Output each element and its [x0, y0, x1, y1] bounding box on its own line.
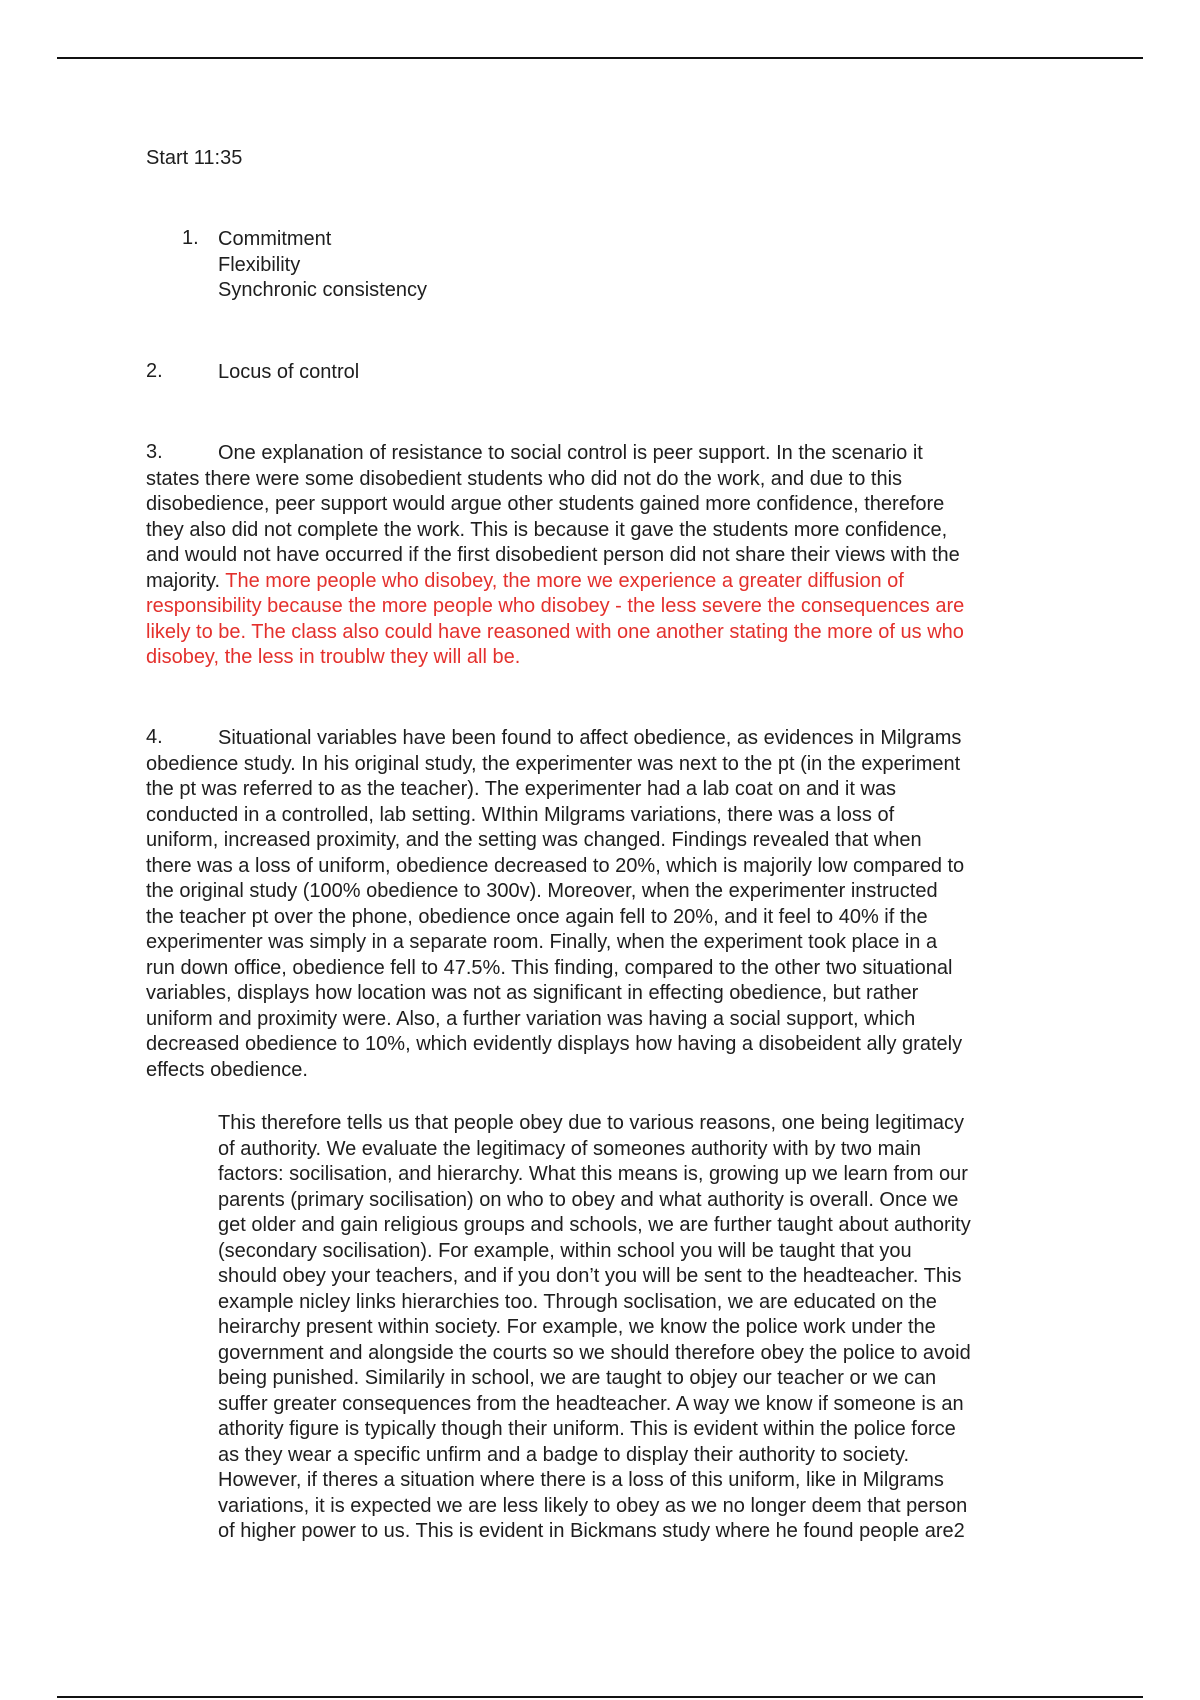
- question-3-text: [146, 441, 964, 671]
- question-1-answers: [218, 227, 427, 304]
- paragraph-line: as they wear a specific unfirm and a badge to display their authority to society.: [218, 1443, 910, 1466]
- answer-item: Synchronic consistency: [218, 279, 427, 301]
- paragraph-line: conducted in a controlled, lab setting. WIthin Milgrams variations, there was a loss of: [146, 803, 895, 826]
- question-1-number: 1.: [182, 227, 199, 249]
- paragraph-line: disobedience, peer support would argue other students gained more confidence, therefore: [146, 493, 945, 515]
- paragraph-line: states there were some disobedient students who did not do the work, and due to this: [146, 467, 903, 490]
- paragraph-line: effects obedience.: [146, 1058, 308, 1081]
- paragraph-line: example nicley links hierarchies too. Through soclisation, we are educated on the: [218, 1290, 937, 1313]
- paragraph-line: the original study (100% obedience to 300v). Moreover, when the experimenter instructed: [146, 880, 938, 902]
- question-2-number: 2.: [146, 360, 163, 382]
- paragraph: [146, 726, 964, 1083]
- start-time: Start 11:35: [146, 147, 243, 169]
- paragraph-line: of authority. We evaluate the legitimacy of someones authority with by two main: [218, 1137, 921, 1160]
- paragraph-line: [146, 569, 964, 595]
- paragraph-line: obedience study. In his original study, the experimenter was next to the pt (in the experiment: [146, 752, 961, 775]
- paragraph-line: likely to be. The class also could have reasoned with one another stating the more of us who: [146, 620, 964, 643]
- paragraph-line: However, if theres a situation where there is a loss of this uniform, like in Milgrams: [218, 1469, 944, 1491]
- paragraph-line: they also did not complete the work. This is because it gave the students more confidence,: [146, 518, 948, 541]
- paragraph-line: factors: socilisation, and hierarchy. What this means is, growing up we learn from our: [218, 1163, 968, 1185]
- paragraph-line: Situational variables have been found to affect obedience, as evidences in Milgrams: [218, 727, 962, 749]
- question-4-text: [146, 726, 964, 1083]
- top-rule: [57, 57, 1143, 59]
- paragraph-line: decreased obedience to 10%, which evidently displays how having a disobeident ally grately: [146, 1033, 963, 1055]
- question-2-answer: Locus of control: [218, 361, 360, 383]
- paragraph-line: variations, it is expected we are less likely to obey as we no longer deem that person: [218, 1494, 968, 1517]
- question-4-continued: [218, 1111, 971, 1545]
- paragraph: [218, 1111, 971, 1545]
- paragraph-line: get older and gain religious groups and schools, we are further taught about authority: [218, 1214, 971, 1236]
- paragraph: [146, 594, 964, 671]
- paragraph-line: parents (primary socilisation) on who to obey and what authority is overall. Once we: [218, 1188, 959, 1211]
- paragraph-line: heirarchy present within society. For example, we know the police work under the: [218, 1316, 936, 1338]
- paragraph-line: experimenter was simply in a separate room. Finally, when the experiment took place in a: [146, 931, 938, 953]
- paragraph-line: (secondary socilisation). For example, within school you will be taught that you: [218, 1239, 912, 1262]
- paragraph-line: uniform, increased proximity, and the setting was changed. Findings revealed that when: [146, 829, 922, 851]
- paragraph-line: of higher power to us. This is evident in Bickmans study where he found people are2: [218, 1520, 965, 1542]
- paragraph-line: variables, displays how location was not as significant in effecting obedience, but rather: [146, 982, 919, 1004]
- paragraph-line: the teacher pt over the phone, obedience once again fell to 20%, and it feel to 40% if the: [146, 905, 928, 928]
- answer-item: Flexibility: [218, 253, 301, 276]
- paragraph-line: This therefore tells us that people obey due to various reasons, one being legitimacy: [218, 1112, 964, 1134]
- paragraph-line: responsibility because the more people who disobey - the less severe the consequences are: [146, 595, 965, 617]
- bottom-rule: [57, 1696, 1143, 1698]
- paragraph-line: suffer greater consequences from the headteacher. A way we know if someone is an: [218, 1392, 964, 1415]
- paragraph-line: uniform and proximity were. Also, a further variation was having a social support, which: [146, 1007, 916, 1030]
- paragraph-line: run down office, obedience fell to 47.5%. This finding, compared to the other two situational: [146, 956, 953, 979]
- paragraph-line: One explanation of resistance to social control is peer support. In the scenario it: [218, 442, 923, 464]
- paragraph-line: being punished. Similarily in school, we are taught to objey our teacher or we can: [218, 1367, 937, 1389]
- paragraph-line: the pt was referred to as the teacher). The experimenter had a lab coat on and it was: [146, 778, 897, 800]
- question-3-number: 3.: [146, 441, 163, 463]
- highlighted-text: The more people who disobey, the more we experience a greater diffusion of: [225, 569, 904, 592]
- paragraph-text: majority.: [146, 569, 226, 592]
- paragraph-line: should obey your teachers, and if you don’t you will be sent to the headteacher. This: [218, 1265, 962, 1287]
- paragraph-line: athority figure is typically though their uniform. This is evident within the police force: [218, 1418, 956, 1440]
- paragraph-line: disobey, the less in troublw they will all be.: [146, 646, 521, 668]
- question-4-number: 4.: [146, 726, 163, 748]
- paragraph: [146, 441, 964, 569]
- answer-item: Commitment: [218, 228, 332, 250]
- paragraph-line: and would not have occurred if the first disobedient person did not share their views with the: [146, 544, 960, 566]
- paragraph-line: there was a loss of uniform, obedience decreased to 20%, which is majorily low compared to: [146, 854, 965, 877]
- paragraph-line: government and alongside the courts so we should therefore obey the police to avoid: [218, 1341, 971, 1364]
